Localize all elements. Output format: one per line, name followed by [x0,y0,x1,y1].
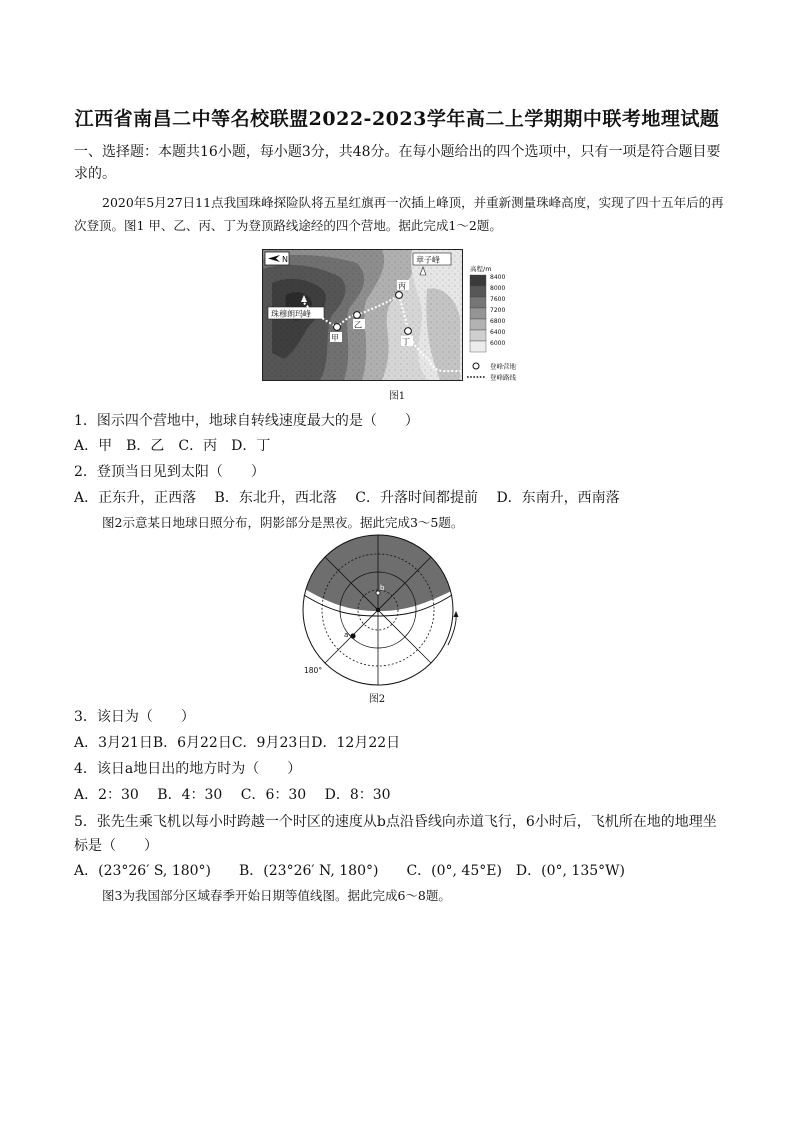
legend-swatch-6800 [470,319,486,330]
question-1-stem: 1．图示四个营地中，地球自转线速度最大的是（ ） [74,413,419,429]
figure-1-map [262,249,532,387]
legend-value-7200: 7200 [490,307,506,314]
elevation-legend [470,274,505,352]
degree-180-label: 180° [304,666,323,675]
section-heading: 一、选择题：本题共16小题，每小题3分，共48分。在每小题给出的四个选项中，只有一项是符合题目要求的。 [74,144,721,182]
camp-jia-label: 甲 [331,333,339,343]
north-label: N [282,255,288,264]
figure-2-diagram [298,533,463,688]
camp-ding-label: 丁 [402,337,410,347]
legend-swatch-7600 [470,297,486,308]
legend-swatch-6400 [470,330,486,341]
point-a-label: a [344,631,349,639]
legend-title: 高程/m [470,265,492,273]
legend-swatch-7200 [470,308,486,319]
question-5-options: A．(23°26′ S, 180°) B．(23°26′ N, 180°) C．(0°, 45°E) D．(0°, 135°W) [74,863,625,879]
question-2-stem: 2．登顶当日见到太阳（ ） [74,464,265,480]
legend-value-6400: 6400 [490,329,506,336]
legend-route-label: 登峰路线 [490,373,516,382]
camp-ding-marker [405,328,412,335]
question-3-options: A．3月21日B．6月22日C．9月23日D．12月22日 [74,735,401,751]
camp-bing-marker [396,292,403,299]
pole-point [376,608,380,612]
passage-2: 图2示意某日地球日照分布，阴影部分是黑夜。据此完成3～5题。 [102,515,464,530]
point-a-marker [350,633,355,638]
legend-camp-symbol [473,363,479,369]
question-4-options: A．2：30 B．4：30 C．6：30 D．8：30 [74,787,391,803]
question-5-stem: 5．张先生乘飞机以每小时跨越一个时区的速度从b点沿昏线向赤道飞行，6小时后，飞机所在地的地理坐标是（ ） [74,814,717,854]
legend-value-8000: 8000 [490,285,506,292]
rotation-arrow-head [454,611,459,617]
figure-1-caption: 图1 [388,391,406,402]
legend-value-6800: 6800 [490,318,506,325]
question-2-options: A．正东升，正西落 B．东北升，西北落 C．升落时间都提前 D．东南升，西南落 [74,490,620,506]
question-4-stem: 4．该日a地日出的地方时为（ ） [74,761,302,777]
exam-title: 江西省南昌二中等名校联盟2022-2023学年高二上学期期中联考地理试题 [74,108,720,130]
question-3-stem: 3．该日为（ ） [74,709,195,725]
lhotse-label: 章子峰 [416,255,440,265]
legend-value-6000: 6000 [490,340,506,347]
question-1-options: A．甲 B．乙 C．丙 D．丁 [74,438,271,454]
point-b-label: b [380,584,385,592]
figure-2-caption: 图2 [368,694,386,705]
passage-1: 2020年5月27日11点我国珠峰探险队将五星红旗再一次插上峰顶，并重新测量珠峰高度，实现了四十五年后的再次登顶。图1 甲、乙、丙、丁为登顶路线途经的四个营地。据此完成1～2题。 [74,195,724,233]
legend-swatch-6000 [470,341,486,352]
legend-swatch-8400 [470,275,486,286]
camp-yi-marker [354,312,361,319]
passage-3: 图3为我国部分区域春季开始日期等值线图。据此完成6～8题。 [102,888,451,903]
camp-bing-label: 丙 [398,281,406,291]
camp-yi-label: 乙 [354,320,362,330]
everest-label: 珠穆朗玛峰 [271,309,311,319]
legend-value-8400: 8400 [490,274,506,281]
legend-value-7600: 7600 [490,296,506,303]
legend-swatch-8000 [470,286,486,297]
camp-jia-marker [334,324,341,331]
legend-camp-label: 登峰营地 [490,362,516,371]
